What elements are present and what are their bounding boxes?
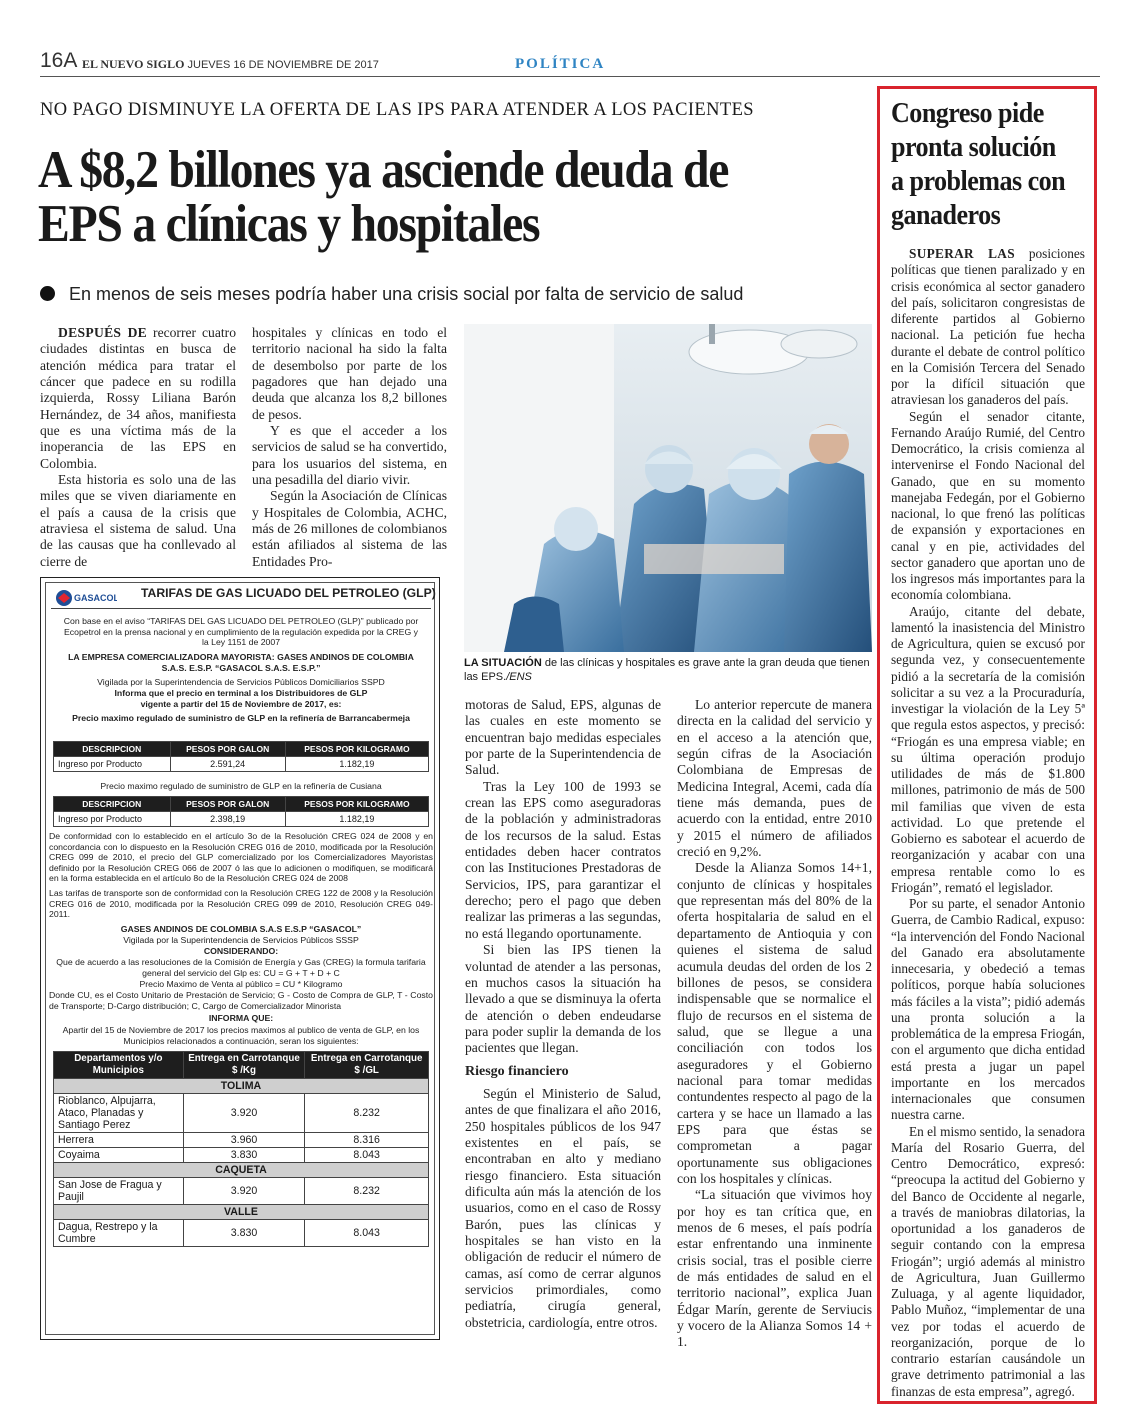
- article-column-3: [465, 697, 661, 1331]
- price-kg: 3.830: [183, 1220, 305, 1247]
- paragraph: posiciones políticas que tienen paralizado y en crisis económica al sector ganadero del país, solicitaron congresistas de diferente partidos al Gobierno nacional. La petición fue hecha durante el debate de control político en la Comisión Tercera del Senado por la difícil situación que atraviesan los ganaderos del país.: [891, 246, 1085, 408]
- price-galon: 2.398,19: [170, 812, 285, 827]
- ad-vigilada-2: Vigilada por la Superintendencia de Servicios Públicos SSSP: [123, 935, 359, 945]
- price-gl: 8.043: [305, 1148, 429, 1163]
- gasacol-logo: [55, 587, 117, 609]
- ad-precio-maximo: Precio Maximo de Venta al público = CU * Kilogramo: [139, 979, 343, 989]
- sidebar-body: [891, 246, 1085, 1400]
- headline: A $8,2 billones ya asciende deuda de EPS a clínicas y hospitales: [38, 141, 729, 253]
- paragraph: recorrer cuatro ciudades distintas en busca de atención médica para tratar el cáncer que padece en su rodilla izquierda, Rossy Liliana Barón Hernández, de 34 años, manifiesta que es una víctima más de la inoperancia de las EPS en Colombia.: [40, 325, 236, 471]
- ad-legal-2: Las tarifas de transporte son de conformidad con la Resolución CREG 122 de 2008 y la Resolución CREG 016 de 2010, modificada por la Resolución CREG 099 de 2010, Resolución CREG 049-2011.: [49, 888, 433, 920]
- col-header: PESOS POR KILOGRAMO: [285, 742, 428, 757]
- ad-legal-1: De conformidad con lo establecido en el artículo 3o de la Resolución CREG 024 de 2008 y en concordancia con lo dispuesto en la Resolución CREG 016 de 2010, modificada por la Resolución CREG 099 de 2010, el precio del GLP comercializado por los Comercializadores Mayoristas definido por la Resolución CREG 066 de 2007 ó las que lo adicionen o modifiquen, se modificará en la forma establecida en el artículo 8o de la Resolución CREG 024 de 2008: [49, 831, 433, 884]
- ad-rule: [51, 608, 431, 609]
- photo-caption: [464, 656, 870, 684]
- col-header: Entrega en Carrotanque $ /GL: [305, 1052, 429, 1079]
- price-kg: 3.920: [183, 1178, 305, 1205]
- article-column-1: [40, 325, 236, 570]
- caption-text: de las clínicas y hospitales es grave ante la gran deuda que tienen las EPS.: [464, 657, 870, 683]
- col-header: DESCRIPCION: [54, 742, 171, 757]
- paragraph: Por su parte, el senador Antonio Guerra, de Cambio Radical, expuso: “la intervención del Fondo Nacional del Ganado era absolutamente innecesaria, y obedeció a temas políticos, porque había soluciones más fáciles a la vista”; pidió además una pronta solución a la problemática de la empresa Friogán, con el argumento que dicha entidad está presta a jugar un papel importante en los mercados internacionales que consumen nuestra carne.: [891, 896, 1085, 1123]
- row-label: Ingreso por Producto: [54, 757, 171, 772]
- masthead: [82, 57, 379, 72]
- price-kilo: 1.182,19: [285, 757, 428, 772]
- issue-date: JUEVES 16 DE NOVIEMBRE DE 2017: [187, 59, 379, 71]
- price-gl: 8.232: [305, 1178, 429, 1205]
- col-header: PESOS POR GALON: [170, 742, 285, 757]
- surgery-photo: [464, 324, 872, 652]
- paragraph: Araújo, citante del debate, lamentó la inasistencia del Ministro de Agricultura, quien se excusó por segunda vez, y consecuentemente pidió a la secretaría de la comisión solicitar a su vez a la Procuraduría, investigar la violación de la Ley 5ª que regula estos aspectos, y precisó: “Friogán es una empresa viable; en su última operación produjo utilidades de más de $1.800 millones, patrimonio de más de 500 mil familias que viven de esta actividad. Lo que pretende el Gobierno es sabotear el acuerdo de reorganización y acabar con una empresa rentable como lo es Friogán”, remató el legislador.: [891, 603, 1085, 895]
- paragraph: Tras la Ley 100 de 1993 se crean las EPS como aseguradoras de la población y administradoras de los recursos de la salud. Estas entidades deben hacer contratos con las Instituciones Prestadoras de Servicios, IPS, para garantizar el derecho; pero el pago que deben realizar las primeras a las segundas, no está llegando oportunamente.: [465, 778, 661, 941]
- subheadline-text: En menos de seis meses podría haber una crisis social por falta de servicio de salud: [69, 284, 744, 304]
- municipio: Dagua, Restrepo y la Cumbre: [54, 1220, 184, 1247]
- article-column-2: [252, 325, 447, 570]
- section-name: POLÍTICA: [515, 56, 606, 72]
- paragraph: hospitales y clínicas en todo el territorio nacional ha sido la falta de desembolso por parte de los pagadores que han dejado una deuda que alcanza los 8,2 billones de pesos.: [252, 325, 447, 422]
- price-galon: 2.591,24: [170, 757, 285, 772]
- regional-price-table: [53, 1051, 429, 1247]
- ad-title: TARIFAS DE GAS LICUADO DEL PETROLEO (GLP): [141, 586, 436, 600]
- paragraph: Esta historia es solo una de las miles que se viven diariamente en el país a causa de la crisis que atraviesa el sistema de salud. Una de las causas que ha conllevado al cierre de: [40, 472, 236, 569]
- price-kg: 3.920: [183, 1094, 305, 1133]
- price-gl: 8.043: [305, 1220, 429, 1247]
- paragraph: Y es que el acceder a los servicios de salud se ha convertido, para los usuarios del sistema, en una pesadilla del diario vivir.: [252, 423, 447, 488]
- price-kg: 3.960: [183, 1133, 305, 1148]
- lead-in: DESPUÉS DE: [58, 325, 148, 340]
- caption-lead: LA SITUACIÓN: [464, 657, 542, 669]
- price-gl: 8.232: [305, 1094, 429, 1133]
- department-row: TOLIMA: [54, 1079, 429, 1094]
- article-column-4: [677, 697, 872, 1351]
- price-kg: 3.830: [183, 1148, 305, 1163]
- photo-credit: /ENS: [506, 671, 532, 683]
- ad-vigilada: Vigilada por la Superintendencia de Servicios Públicos Domiciliarios SSPD: [97, 677, 385, 687]
- ad-company: LA EMPRESA COMERCIALIZADORA MAYORISTA: GASES ANDINOS DE COLOMBIA S.A.S. E.S.P. “GASACOL S.A.S. E.S.P.”: [68, 652, 414, 673]
- row-label: Ingreso por Producto: [54, 812, 171, 827]
- gasacol-advertisement: [40, 577, 440, 1340]
- ad-formula: Que de acuerdo a las resoluciones de la Comisión de Energía y Gas (CREG) la formula tarifaria general del servicio del Glp es: CU = G + T + D + C: [56, 957, 426, 978]
- col-header: PESOS POR KILOGRAMO: [285, 797, 428, 812]
- paper-name: EL NUEVO SIGLO: [82, 57, 185, 71]
- ad-refinery-1: Precio maximo regulado de suministro de GLP en la refinería de Barrancabermeja: [72, 713, 410, 723]
- paragraph: Si bien las IPS tienen la voluntad de atender a las personas, en muchos casos la situación ha llevado a que se disminuya la oferta de atención o deben endeudarse para poder suplir la demanda de los pacientes que llegan.: [465, 942, 661, 1056]
- col-header: DESCRIPCION: [54, 797, 171, 812]
- municipio: San Jose de Fragua y Paujil: [54, 1178, 184, 1205]
- paragraph: Desde la Alianza Somos 14+1, conjunto de clínicas y hospitales que representan más del 80% de la oferta hospitalaria de salud en el departamento de Antioquia y con quienes el sistema de salud acumula deudas del orden de los 2 billones de pesos, se considera indispensable que se normalice el flujo de recursos en el sistema de salud, que se llegue a una conciliación con todos los aseguradores y el Gobierno nacional para tomar medidas contundentes respecto al pago de la cartera y se hace un llamado a las EPS para que éstas se comprometan a pagar oportunamente sus obligaciones con los hospitales y clínicas.: [677, 860, 872, 1186]
- ad-apartir: Apartir del 15 de Noviembre de 2017 los precios maximos al publico de venta de GLP, en los Municipios relacionados a continuación, seran los siguientes:: [62, 1025, 420, 1046]
- paragraph: Lo anterior repercute de manera directa en la calidad del servicio y en el acceso a la atención que, según cifras de la Asociación Colombiana de Empresas de Medicina Integral, Acemi, cada día tiene más demanda, pues de acuerdo con la entidad, entre 2010 y 2015 el número de afiliados creció en 9,2%.: [677, 697, 872, 860]
- price-gl: 8.316: [305, 1133, 429, 1148]
- municipio: Coyaima: [54, 1148, 184, 1163]
- ad-informa-que: INFORMA QUE:: [208, 1013, 274, 1023]
- subheadline: [40, 284, 743, 305]
- price-table-barrancabermeja: [53, 741, 429, 772]
- paragraph: En el mismo sentido, la senadora María del Rosario Guerra, del Centro Democrático, expresó: “preocupa la actitud del Gobierno y del Banco de Occidente al negarle, a través de maniobras dilatorias, la oportunidad a los ganaderos de seguir contando con la empresa Friogán”; urgió además al ministro de Agricultura, Juan Guillermo Zuluaga, y al agente liquidador, Pablo Muñoz, “implementar de una vez por todas el acuerdo de reorganización, porque de lo contrario estarían causándole un grave detrimento patrimonial a las finanzas de esta empresa”, agregó.: [891, 1123, 1085, 1399]
- col-header: Entrega en Carrotanque $ /Kg: [183, 1052, 305, 1079]
- brand-text: GASACOL: [74, 593, 117, 603]
- paragraph: motoras de Salud, EPS, algunas de las cuales en este momento se encuentran bajo medidas especiales por parte de la Superintendencia de Salud.: [465, 697, 661, 778]
- paragraph: Según el senador citante, Fernando Araújo Rumié, del Centro Democrático, la crisis comienza al intervenirse el Fondo Nacional del Ganado, que en su momento manejaba Fedegán, por el Gobierno nacional, lo que frenó las políticas de expansión y exportaciones en canal y en pie, actividades del sector ganadero que aportan uno de los ingresos más importantes para la economía colombiana.: [891, 408, 1085, 603]
- municipio: Rioblanco, Alpujarra, Ataco, Planadas y Santiago Perez: [54, 1094, 184, 1133]
- page-number: 16A: [40, 49, 78, 72]
- bullet-icon: [40, 286, 55, 301]
- municipio: Herrera: [54, 1133, 184, 1148]
- ad-refinery-2: Precio maximo regulado de suministro de GLP en la refinería de Cusiana: [100, 781, 382, 791]
- ad-informa: Informa que el precio en terminal a los Distribuidores de GLP vigente a partir del 15 de Noviembre de 2017, es:: [114, 688, 368, 709]
- price-kilo: 1.182,19: [285, 812, 428, 827]
- header-rule: [40, 76, 1100, 77]
- section-subtitle: Riesgo financiero: [465, 1063, 569, 1079]
- ad-donde: Donde CU, es el Costo Unitario de Prestación de Servicio; G - Costo de Compra de GLP, T - Costo de Transporte; D-Cargo distribución; C, Cargo de Comercializador Minorista: [49, 990, 433, 1011]
- kicker: NO PAGO DISMINUYE LA OFERTA DE LAS IPS PARA ATENDER A LOS PACIENTES: [40, 100, 754, 120]
- sidebar-headline: Congreso pide pronta solución a problemas con ganaderos: [891, 97, 1066, 231]
- price-table-cusiana: [53, 796, 429, 827]
- ad-company-2: GASES ANDINOS DE COLOMBIA S.A.S E.S.P “GASACOL”: [120, 924, 362, 934]
- paragraph: Según el Ministerio de Salud, antes de que finalizara el año 2016, 250 hospitales públicos de los 947 existentes en el país, se encontraban en alto y mediano riesgo financiero. Esta situación dificulta aún más la atención de los usuarios, como en el caso de Rossy Barón, pues las clínicas y hospitales se han visto en la obligación de reducir el número de camas, así como de cerrar algunos servicios primordiales, como pediatría, cirugía general, obstetricia, cardiología, entre otros.: [465, 1085, 661, 1330]
- department-row: VALLE: [54, 1205, 429, 1220]
- col-header: PESOS POR GALON: [170, 797, 285, 812]
- ad-intro: Con base en el aviso “TARIFAS DEL GAS LICUADO DEL PETROLEO (GLP)” publicado por Ecopetrol en la prensa nacional y en cumplimiento de la regulación expedida por la CREG y la Ley 1151 de 2007: [63, 616, 419, 648]
- department-row: CAQUETA: [54, 1163, 429, 1178]
- paragraph: Según la Asociación de Clínicas y Hospitales de Colombia, ACHC, más de 26 millones de colombianos están afiliados al sistema de las Entidades Pro-: [252, 488, 447, 569]
- paragraph: “La situación que vivimos hoy por hoy es tan crítica que, en menos de 6 meses, el país podría estar enfrentando una inminente crisis social, tras el posible cierre de más entidades de salud en el territorio nacional”, explica Juan Édgar Marín, gerente de Serviucis y vocero de la Alianza Somos 14 + 1.: [677, 1187, 872, 1350]
- ad-considerando: CONSIDERANDO:: [203, 946, 279, 956]
- col-header: Departamentos y/o Municipios: [54, 1052, 184, 1079]
- lead-in: SUPERAR LAS: [909, 246, 1015, 261]
